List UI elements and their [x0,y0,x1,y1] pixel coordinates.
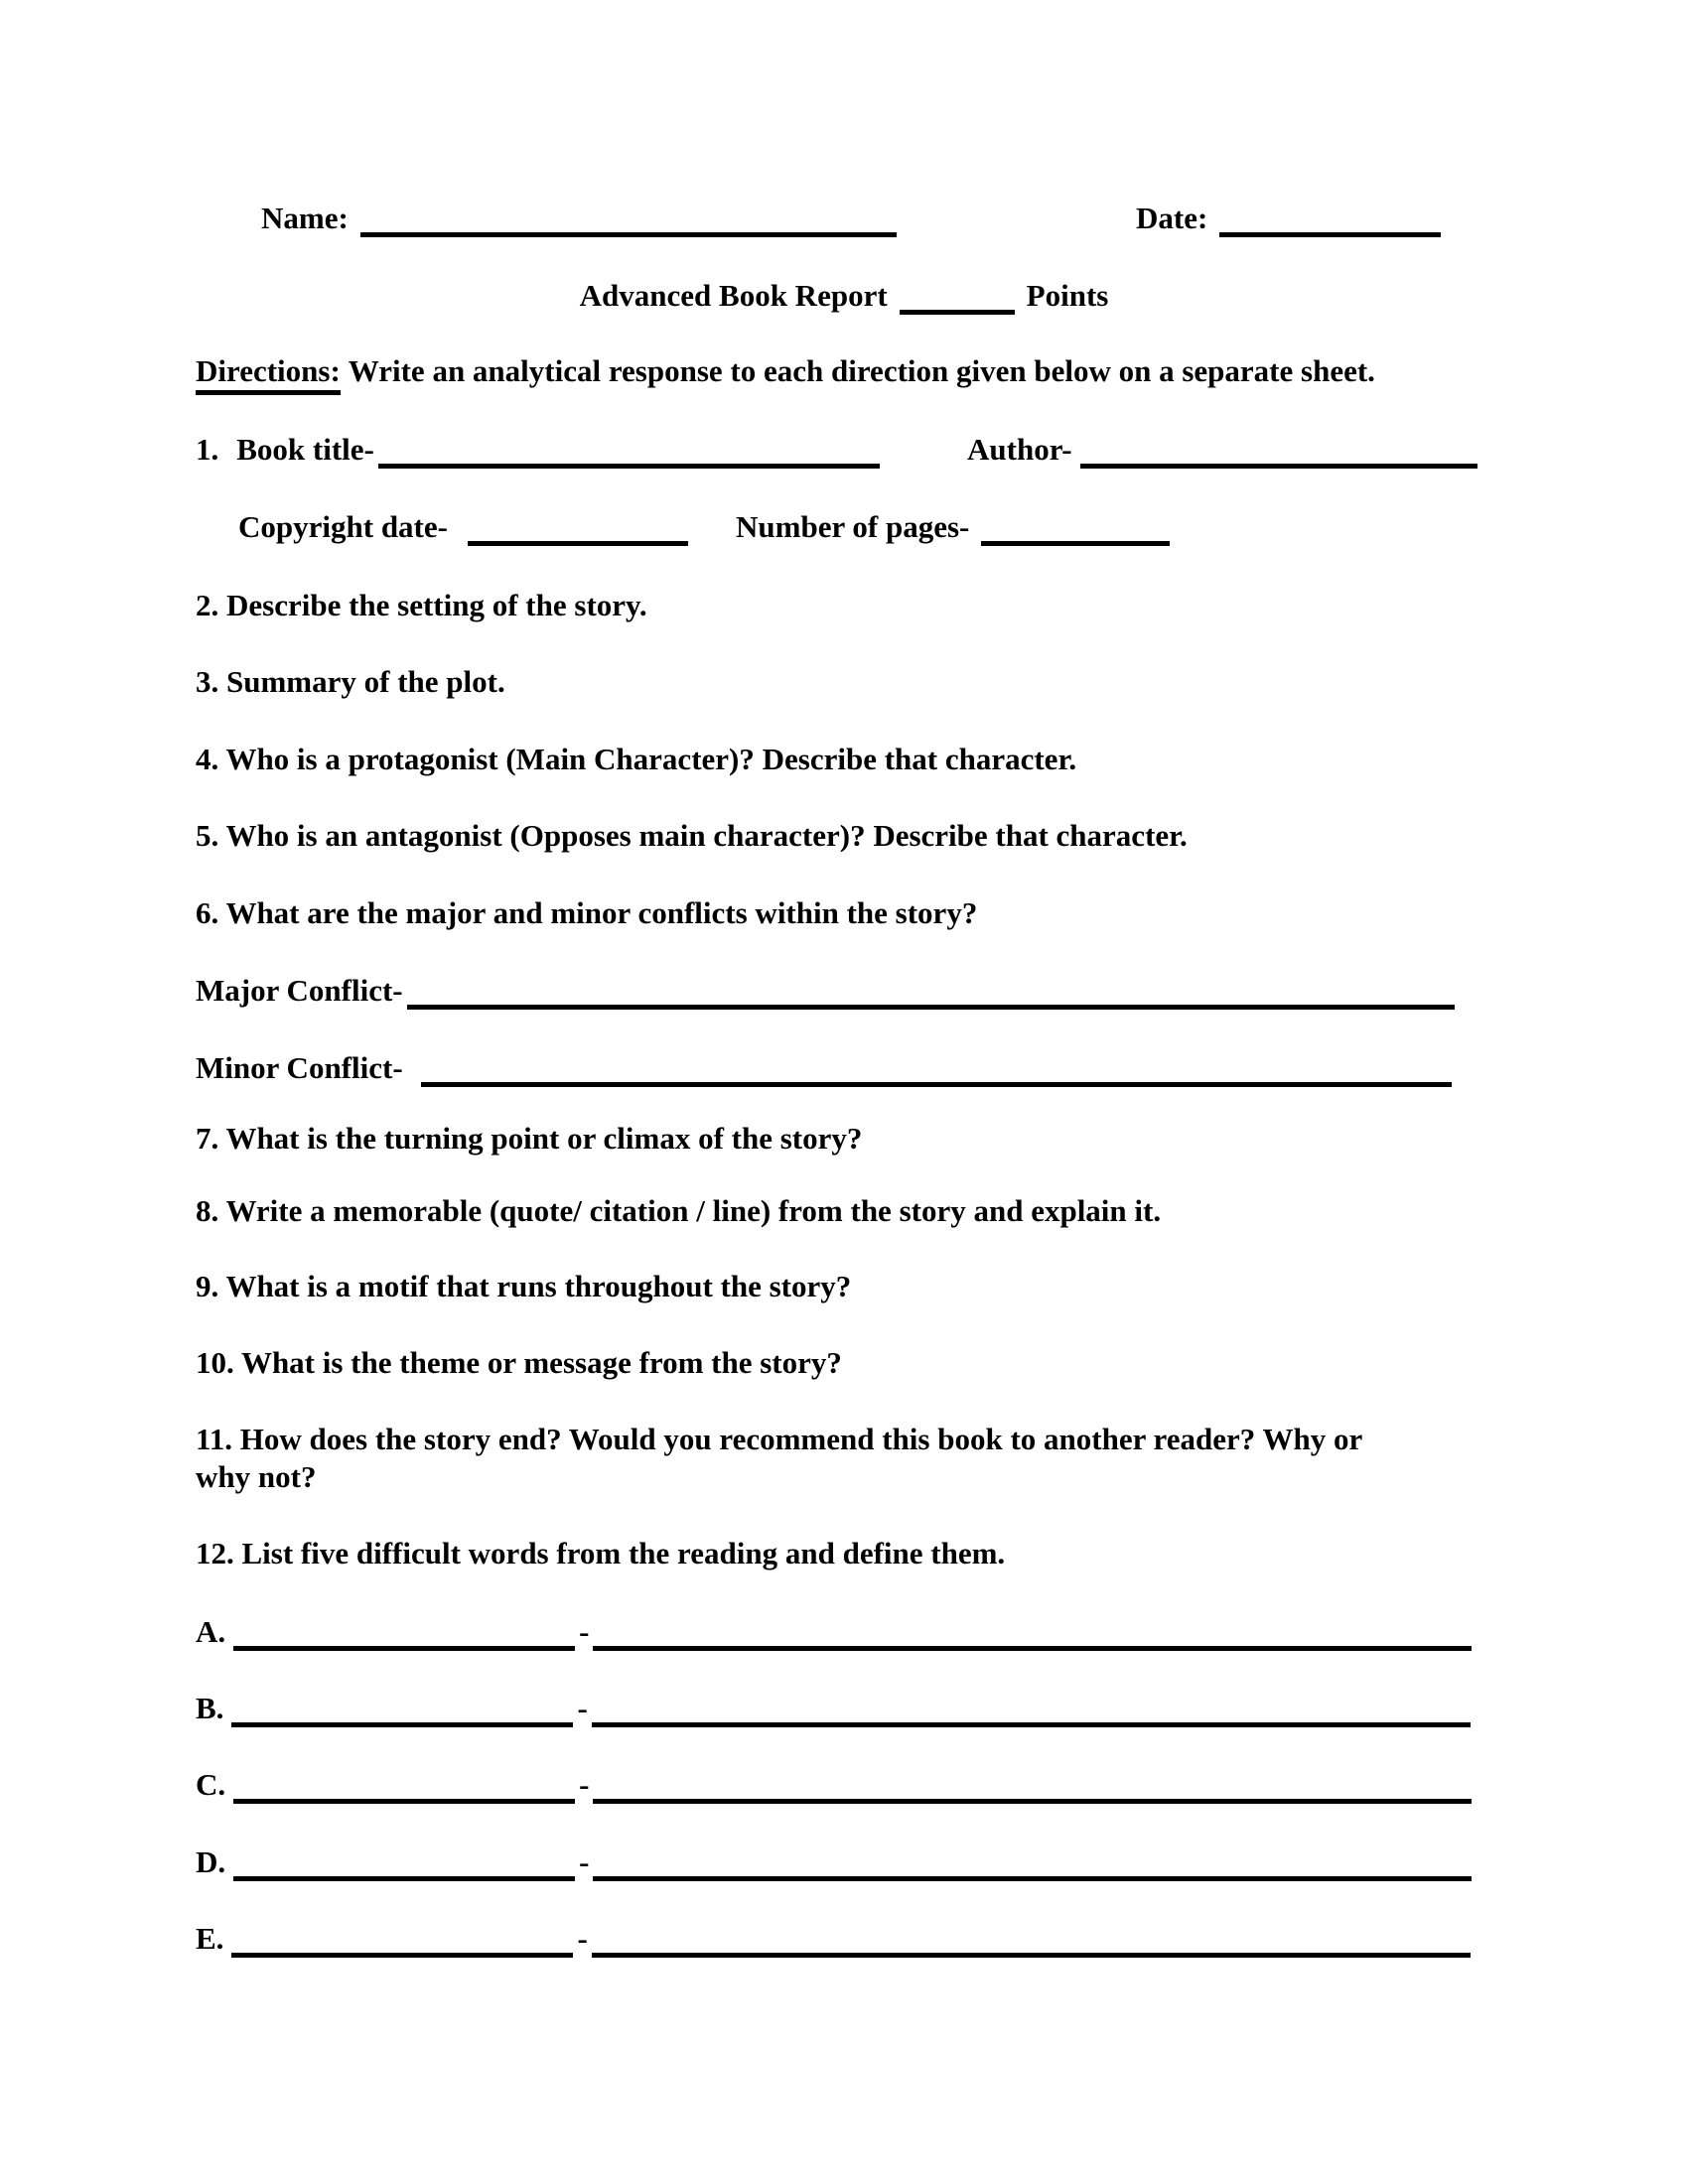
vocab-word-line [233,1797,575,1804]
vocab-separator: - [579,1767,590,1802]
q3-text: 3. Summary of the plot. [196,664,505,699]
pages-field-line [981,539,1170,546]
vocab-definition-line [593,1874,1472,1881]
name-field-line [360,230,897,237]
minor-conflict-row [196,1048,1452,1088]
vocab-letter: E. [196,1921,224,1956]
directions-text: Write an analytical response to each direction given below on a separate sheet. [348,353,1375,388]
q9-text: 9. What is a motif that runs throughout the story? [196,1269,852,1303]
q10-row [196,1343,842,1383]
vocab-definition-line [592,1720,1471,1727]
date-field-line [1219,230,1441,237]
vocab-definition-line [593,1797,1472,1804]
q4-text: 4. Who is a protagonist (Main Character)? Describe that character. [196,742,1077,776]
q11-text-line2: why not? [196,1459,317,1494]
title-row [0,276,1688,316]
copyright-date-field-line [468,539,688,546]
minor-conflict-field-line [421,1080,1452,1087]
vocab-separator: - [579,1844,590,1879]
vocab-word-line [231,1951,573,1958]
vocab-row-d [196,1843,1472,1882]
vocab-row-a [196,1612,1472,1652]
major-conflict-label: Major Conflict- [196,973,403,1008]
q11-row-line2 [196,1457,316,1497]
author-label: Author- [967,432,1072,467]
q2-row [196,586,647,625]
q8-text: 8. Write a memorable (quote/ citation / line) from the story and explain it. [196,1193,1162,1228]
author-field-line [1080,462,1477,469]
name-row [261,199,897,238]
author-row [967,430,1477,470]
q11-text-line1: 11. How does the story end? Would you recommend this book to another reader? Why or [196,1422,1363,1456]
vocab-definition-line [593,1644,1472,1651]
vocab-row-e [196,1919,1471,1959]
pages-row [736,507,1170,547]
pages-label: Number of pages- [736,509,970,544]
date-row [1136,199,1441,238]
copyright-date-label: Copyright date- [238,509,448,544]
minor-conflict-label: Minor Conflict- [196,1050,403,1085]
date-label: Date: [1136,201,1208,235]
book-title-field-line [378,462,880,469]
q6-text: 6. What are the major and minor conflicts within the story? [196,895,978,930]
major-conflict-row [196,971,1455,1011]
q11-row-line1 [196,1420,1362,1459]
q1-number: 1. [196,432,219,467]
q1-row [196,430,880,470]
q7-row [196,1119,862,1159]
q6-row [196,893,977,933]
vocab-row-c [196,1765,1472,1805]
q2-text: 2. Describe the setting of the story. [196,588,647,622]
name-label: Name: [261,201,349,235]
copyright-row [238,507,688,547]
vocab-separator: - [577,1921,588,1956]
directions-label: Directions: [196,353,341,395]
q4-row [196,740,1076,779]
vocab-word-line [233,1874,575,1881]
q8-row [196,1191,1161,1231]
q10-text: 10. What is the theme or message from the story? [196,1345,842,1380]
vocab-letter: A. [196,1614,226,1649]
vocab-word-line [233,1644,575,1651]
q12-row [196,1534,1005,1573]
q9-row [196,1267,851,1306]
vocab-separator: - [579,1614,590,1649]
vocab-letter: D. [196,1844,226,1879]
q7-text: 7. What is the turning point or climax of the story? [196,1121,863,1156]
vocab-word-line [231,1720,573,1727]
vocab-row-b [196,1689,1471,1728]
book-title-label: Book title- [236,432,374,467]
points-field-line [900,308,1015,315]
directions-row [196,351,1375,391]
vocab-separator: - [577,1691,588,1725]
major-conflict-field-line [407,1003,1455,1010]
q12-text: 12. List five difficult words from the reading and define them. [196,1536,1006,1570]
points-label: Points [1026,278,1109,313]
q3-row [196,662,505,702]
page-title: Advanced Book Report [579,278,888,313]
vocab-letter: B. [196,1691,224,1725]
q5-row [196,816,1188,856]
vocab-definition-line [592,1951,1471,1958]
q5-text: 5. Who is an antagonist (Opposes main character)? Describe that character. [196,818,1188,853]
vocab-letter: C. [196,1767,226,1802]
